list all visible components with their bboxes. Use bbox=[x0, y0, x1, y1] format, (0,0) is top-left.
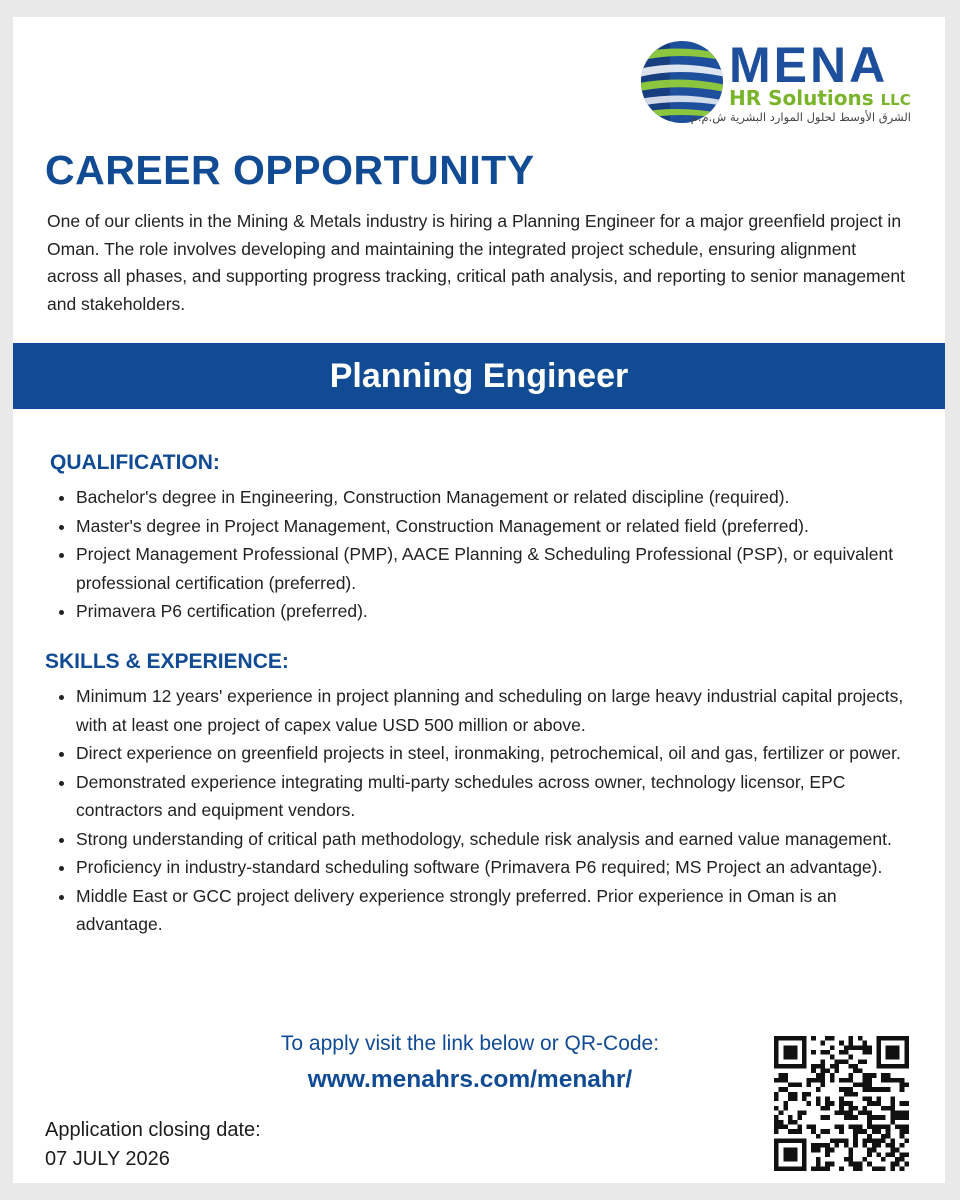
closing-date-label: Application closing date: bbox=[45, 1119, 261, 1141]
skills-list bbox=[48, 682, 916, 939]
apply-instructions: To apply visit the link below or QR-Code: bbox=[280, 1032, 660, 1055]
list-item: • Project Management Professional (PMP), AACE Planning & Scheduling Professional (PSP), or equivalent professional certification (preferred). bbox=[76, 540, 916, 597]
logo-brand-text: MENA bbox=[729, 37, 889, 93]
logo-llc-text: LLC bbox=[880, 91, 911, 109]
list-item: • Middle East or GCC project delivery experience strongly preferred. Prior experience in Oman is an advantage. bbox=[76, 882, 916, 939]
list-item: • Primavera P6 certification (preferred). bbox=[76, 597, 916, 626]
page-title: CAREER OPPORTUNITY bbox=[45, 147, 535, 193]
list-item: • Strong understanding of critical path methodology, schedule risk analysis and earned value management. bbox=[76, 825, 916, 854]
logo-subtitle-text: HR Solutions bbox=[729, 86, 874, 110]
job-title-banner bbox=[13, 343, 945, 409]
logo-subtitle bbox=[729, 86, 911, 112]
qualification-list bbox=[48, 483, 916, 626]
intro-paragraph: One of our clients in the Mining & Metals industry is hiring a Planning Engineer for a major greenfield project in Oman. The role involves developing and maintaining the integrated project schedule, ensuring alignment across all phases, and supporting progress tracking, critical path analysis, and reporting to senior management and stakeholders. bbox=[47, 211, 905, 314]
qr-code-icon[interactable] bbox=[774, 1036, 909, 1171]
logo-arabic-text: الشرق الأوسط لحلول الموارد البشرية ش.م.م bbox=[690, 110, 911, 124]
list-item: • Demonstrated experience integrating multi-party schedules across owner, technology licensor, EPC contractors and equipment vendors. bbox=[76, 768, 916, 825]
list-item: • Minimum 12 years' experience in project planning and scheduling on large heavy industrial capital projects, with at least one project of capex value USD 500 million or above. bbox=[76, 682, 916, 739]
closing-date-value: 07 JULY 2026 bbox=[45, 1148, 170, 1170]
list-item: • Proficiency in industry-standard scheduling software (Primavera P6 required; MS Project an advantage). bbox=[76, 853, 916, 882]
list-item: • Direct experience on greenfield projects in steel, ironmaking, petrochemical, oil and gas, fertilizer or power. bbox=[76, 739, 916, 768]
qualification-heading: QUALIFICATION: bbox=[50, 451, 220, 474]
company-logo bbox=[640, 37, 920, 128]
list-item: • Master's degree in Project Management, Construction Management or related field (preferred). bbox=[76, 512, 916, 541]
skills-heading: SKILLS & EXPERIENCE: bbox=[45, 650, 289, 673]
apply-link[interactable]: www.menahrs.com/menahr/ bbox=[307, 1066, 633, 1093]
list-item: • Bachelor's degree in Engineering, Construction Management or related discipline (required). bbox=[76, 483, 916, 512]
job-title: Planning Engineer bbox=[329, 356, 629, 395]
